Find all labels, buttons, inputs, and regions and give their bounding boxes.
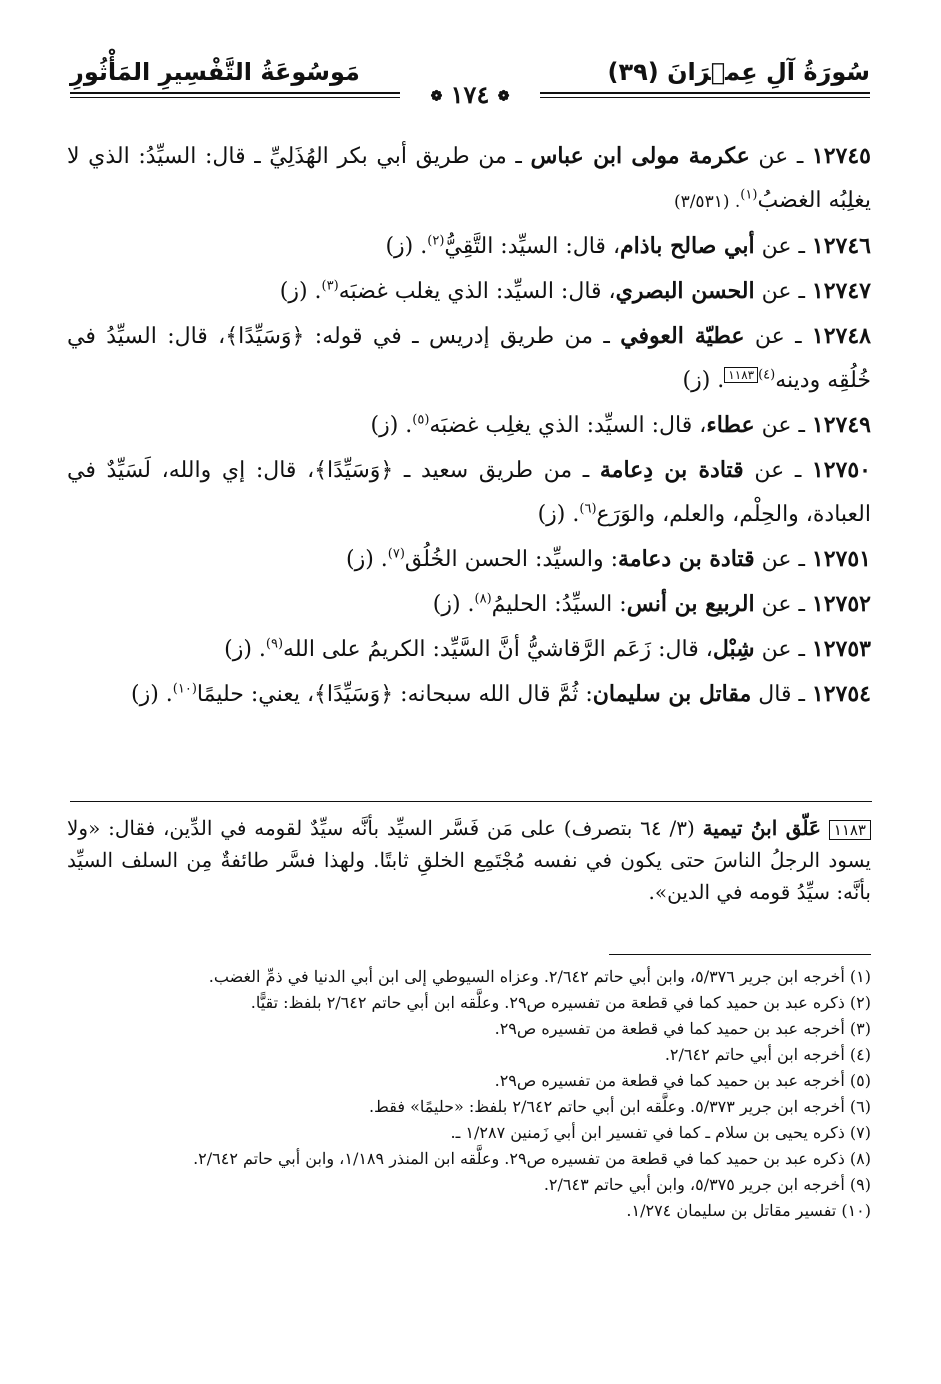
footnote-ref[interactable]: (٣) [321,278,339,294]
narrations [67,134,871,717]
footnote-ref[interactable]: (١٠) [172,681,197,697]
narration-text: : والسيِّد: الحسن الخُلُق [404,547,619,572]
narrator-name: عطيّة العوفي [620,323,745,349]
narration-entry [67,448,871,537]
surah-title: سُورَةُ آلِ عِمۡرَانَ (٣٩) [607,58,870,86]
narration-tail: . (ز) [224,637,266,662]
narrator-name: الحسن البصري [615,278,755,304]
footnotes [67,964,871,1224]
narration-number: ١٢٧٥١ [811,546,871,572]
footnote-ref[interactable]: (٨) [474,591,492,607]
narration-number: ١٢٧٤٦ [811,233,871,259]
narrator-name: مقاتل بن سليمان [592,681,752,707]
narration-text: ـ قال [751,682,812,707]
footnote-item: (١٠) تفسير مقاتل بن سليمان ١/٢٧٤. [626,1201,871,1220]
narration-entry [67,314,871,403]
narration-text: ، قال: السيِّد: التَّقِيُّ [444,234,621,259]
footnote-item: (٣) أخرجه عبد بن حميد كما في قطعة من تفسيره ص٢٩. [494,1019,871,1038]
ornament-icon: ❁ [497,88,510,105]
narrator-name: أبي صالح باذام [620,233,755,259]
ornament-icon: ❁ [430,88,443,105]
header-rule-left [70,92,400,94]
narration-text: ، قال: زَعَم الرَّقاشيُّ أنَّ السَّيِّد: الكريمُ على الله [283,637,713,662]
footnote-item: (٥) أخرجه عبد بن حميد كما في قطعة من تفسيره ص٢٩. [494,1071,871,1090]
header-rule-right [540,92,870,94]
narration-text: ـ من طريق إدريس ـ في قوله: ﴿وَسَيِّدًا﴾، قال: السيِّدُ في خُلُقِه ودينه [67,324,871,393]
footnote-ref[interactable]: (٤) [758,367,776,383]
footnote-item: (٨) ذكره عبد بن حميد كما في قطعة من تفسيره ص٢٩. وعلَّقه ابن المنذر ١/١٨٩، وابن أبي حاتم ٢/٦٤٢. [193,1149,871,1168]
narration-text: ـ من طريق أبي بكر الهُذَلِيِّ ـ قال: السيِّدُ: الذي لا يغلِبُه الغضبُ [67,144,871,213]
footnote-item: (٢) ذكره عبد بن حميد كما في قطعة من تفسيره ص٢٩. وعلَّقه ابن أبي حاتم ٢/٦٤٢ بلفظ: تقيًّا. [250,993,871,1012]
narration-entry [67,134,871,224]
footnote-item: (١) أخرجه ابن جرير ٥/٣٧٦، وابن أبي حاتم ٢/٦٤٢. وعزاه السيوطي إلى ابن أبي الدنيا في ذمِّ الغضب. [208,967,871,986]
narration-number: ١٢٧٤٥ [811,143,871,169]
narration-entry [67,672,871,717]
narration-tail: . (ز) [682,368,725,393]
narrator-name: عطاء [706,412,755,438]
commentary-box-ref[interactable]: ١١٨٣ [724,367,758,383]
narration-text: ـ عن [754,592,812,617]
narration-number: ١٢٧٥٢ [811,591,871,617]
narration-tail: . (ز) [385,234,428,259]
narration-tail: . (ز) [537,502,580,527]
narration-entry [67,627,871,672]
narration-text: ـ عن [754,234,812,259]
narration-tail: . (ز) [432,592,475,617]
narrator-name: قتادة بن دعامة [618,546,755,572]
narration-entry [67,269,871,314]
narration-number: ١٢٧٤٧ [811,278,871,304]
page-number [410,80,530,109]
commentary-divider [70,801,872,802]
narration-text: : السيِّدُ: الحليمُ [491,592,627,617]
narration-text: ، قال: السيِّد: الذي يغلب غضبَه [338,279,616,304]
running-header [70,52,870,112]
narration-entry [67,403,871,448]
book-title: مَوسُوعَةُ التَّفْسِيرِ المَأْثُورِ [70,58,360,86]
commentary-text: (٣/ ٦٤ بتصرف) على مَن فَسَّر السيِّد بأنَّه سيِّدٌ لقومه في الدِّين، فقال: «ولا يسود الرجلُ الناسَ حتى يكون في نفسه مُجْتَمِع الخلقِ ثابتًا. ولهذا فسَّر طائفةٌ مِن السلف السيِّد بأنَّه: سيِّدُ قومه في الدين». [67,816,871,904]
narration-number: ١٢٧٥٠ [811,457,871,483]
footnotes-divider [609,954,871,955]
footnote-ref[interactable]: (٩) [265,636,284,652]
footnote-ref[interactable]: (٧) [387,546,405,562]
footnote-ref[interactable]: (٦) [579,501,597,517]
commentary-note [67,812,871,908]
narration-tail: . (ز) [370,413,413,438]
narrator-name: عكرمة مولى ابن عباس [530,143,750,169]
narration-text: ، قال: السيِّد: الذي يغلِب غضبَه [429,413,707,438]
footnote-ref[interactable]: (٢) [427,233,445,249]
narration-text: ـ عن [744,324,812,349]
narration-text: ـ عن [743,458,812,483]
footnote-item: (٩) أخرجه ابن جرير ٥/٣٧٥، وابن أبي حاتم ٢/٦٤٣. [543,1175,871,1194]
footnote-item: (٤) أخرجه ابن أبي حاتم ٢/٦٤٢. [664,1045,871,1064]
narration-tail: . (ز) [279,279,322,304]
footnote-ref[interactable]: (١) [740,187,758,203]
narration-text: ـ من طريق سعيد ـ ﴿وَسَيِّدًا﴾، قال: إي والله، لَسَيِّدٌ في العبادة، والحِلْم، والعلم، والوَرَع [67,458,871,527]
commentary-author: عَلّق ابنُ تيمية [702,816,821,840]
narration-entry [67,224,871,269]
footnote-ref[interactable]: (٥) [412,412,430,428]
narrator-name: شِبْل [712,636,755,662]
narration-text: ـ عن [749,144,812,169]
narration-text: : ثُمَّ قال الله سبحانه: ﴿وَسَيِّدًا﴾، يعني: حليمًا [196,682,593,707]
narration-number: ١٢٧٤٩ [811,412,871,438]
narration-tail: . (ز) [346,547,388,572]
narration-text: ـ عن [754,547,812,572]
narration-entry [67,582,871,627]
page-number-value: ١٧٤ [450,80,490,109]
narration-text: ـ عن [754,279,812,304]
narrator-name: قتادة بن دِعامة [599,457,744,483]
narration-tail: . (٣/٥٣١) [673,192,741,212]
narration-number: ١٢٧٥٣ [811,636,871,662]
narration-number: ١٢٧٤٨ [811,323,871,349]
narration-text: ـ عن [754,413,812,438]
narration-tail: . (ز) [130,682,173,707]
narration-entry [67,537,871,582]
narrator-name: الربيع بن أنس [626,591,755,617]
footnote-item: (٦) أخرجه ابن جرير ٥/٣٧٣. وعلَّقه ابن أبي حاتم ٢/٦٤٢ بلفظ: «حليمًا» فقط. [368,1097,871,1116]
footnote-item: (٧) ذكره يحيى بن سلام ـ كما في تفسير ابن أبي زَمنين ١/٢٨٧ ـ. [450,1123,871,1142]
narration-number: ١٢٧٥٤ [811,681,871,707]
narration-text: ـ عن [754,637,812,662]
commentary-box-number: ١١٨٣ [829,820,871,840]
